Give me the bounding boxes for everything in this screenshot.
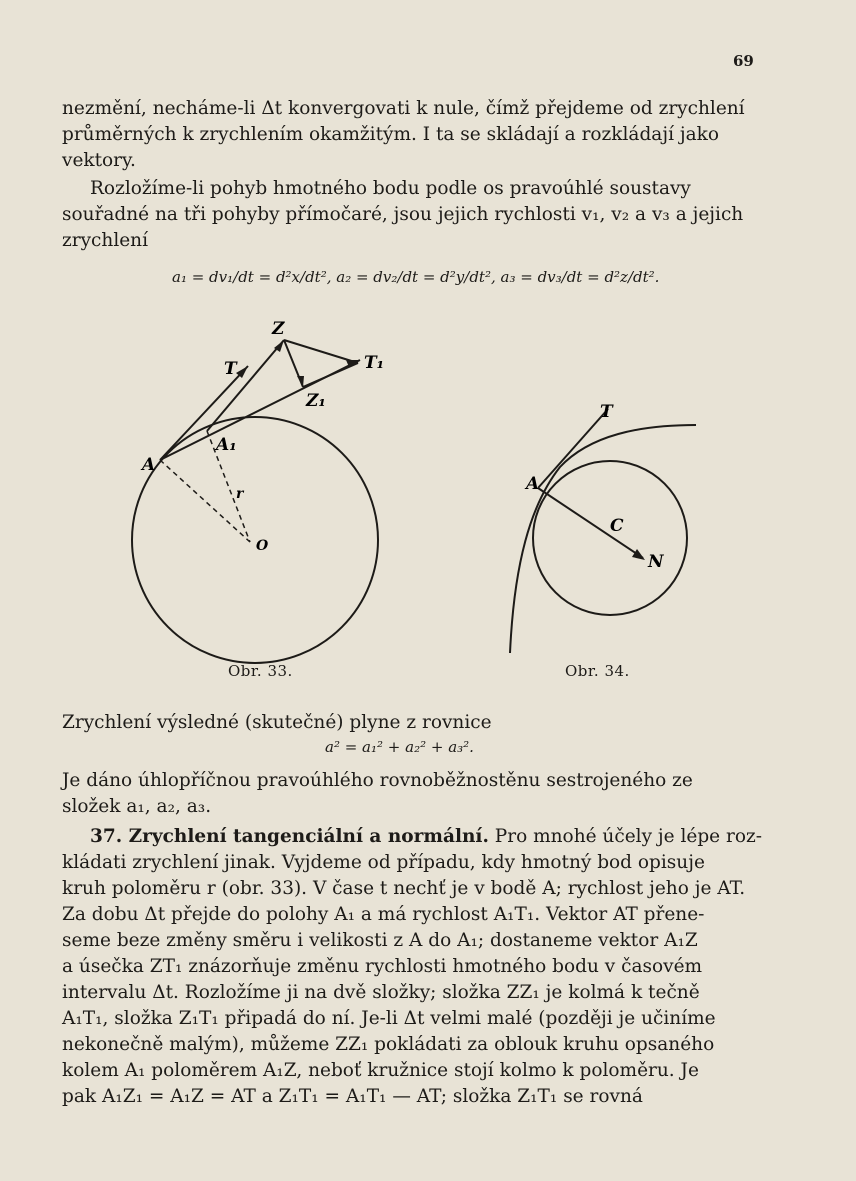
label-T: T	[600, 402, 613, 422]
circle-path	[132, 417, 378, 663]
figure-33-caption: Obr. 33.	[228, 662, 293, 680]
text-line: intervalu Δt. Rozložíme ji na dvě složky; složka ZZ₁ je kolmá k tečně	[62, 982, 700, 1003]
segment-ZT1	[284, 340, 358, 363]
label-O: O	[256, 538, 269, 554]
text-line: vektory.	[62, 150, 136, 171]
section-title: 37. Zrychlení tangenciální a normální.	[90, 826, 489, 847]
component-acceleration-formula: a₁ = dv₁/dt = d²x/dt², a₂ = dv₂/dt = d²y/dt², a₃ = dv₃/dt = d²z/dt².	[172, 268, 660, 286]
label-Z1: Z₁	[306, 391, 326, 411]
text-line: a úsečka ZT₁ znázorňuje změnu rychlosti hmotného bodu v časovém	[62, 956, 703, 977]
components-paragraph	[62, 176, 762, 254]
figure-33	[120, 310, 460, 680]
normal-AN	[538, 488, 643, 558]
label-Z: Z	[272, 319, 285, 339]
text-line: Zrychlení výsledné (skutečné) plyne z rovnice	[62, 712, 492, 733]
text-line: souřadné na tři pohyby přímočaré, jsou jejich rychlosti v₁, v₂ a v₃ a jejich	[62, 204, 744, 225]
segment-Z1T1	[303, 363, 358, 387]
text-line: pak A₁Z₁ = A₁Z = AT a Z₁T₁ = A₁T₁ — AT; složka Z₁T₁ se rovná	[62, 1086, 643, 1107]
text-line: kládati zrychlení jinak. Vyjdeme od případu, kdy hmotný bod opisuje	[62, 852, 705, 873]
osculating-circle	[533, 461, 687, 615]
arrowhead-N	[632, 549, 645, 560]
text-line: seme beze změny směru i velikosti z A do A₁; dostaneme vektor A₁Z	[62, 930, 698, 951]
text-line: kruh poloměru r (obr. 33). V čase t nechť je v bodě A; rychlost jeho je AT.	[62, 878, 746, 899]
diagonal-paragraph	[62, 768, 762, 820]
label-A: A	[526, 474, 540, 494]
tangent-AT	[538, 409, 608, 488]
arrowhead-Z1	[297, 376, 304, 387]
text-line: kolem A₁ poloměrem A₁Z, neboť kružnice stojí kolmo k poloměru. Je	[62, 1060, 699, 1081]
label-T1: T₁	[364, 353, 385, 373]
text-line: nekonečně malým), můžeme ZZ₁ pokládati za oblouk kruhu opsaného	[62, 1034, 715, 1055]
resultant-acceleration-formula: a² = a₁² + a₂² + a₃².	[325, 738, 474, 756]
text-line: A₁T₁, složka Z₁T₁ připadá do ní. Je-li Δt velmi malé (později je učiníme	[62, 1008, 716, 1029]
label-A: A	[142, 455, 156, 475]
label-T: T	[224, 359, 237, 379]
intro-paragraph	[62, 96, 762, 174]
figure-34	[490, 395, 710, 660]
label-C: C	[610, 516, 624, 536]
text-line: Za dobu Δt přejde do polohy A₁ a má rychlost A₁T₁. Vektor AT přene-	[62, 904, 705, 925]
text-line: nezmění, necháme-li Δt konvergovati k nule, čímž přejdeme od zrychlení	[62, 98, 745, 119]
resultant-paragraph	[62, 710, 762, 736]
text-line: Je dáno úhlopříčnou pravoúhlého rovnoběžnostěnu sestrojeného ze	[62, 770, 693, 791]
label-r: r	[236, 486, 244, 502]
text-line: Rozložíme-li pohyb hmotného bodu podle os pravoúhlé soustavy	[90, 178, 691, 199]
page-number: 69	[733, 52, 754, 70]
label-N: N	[648, 552, 664, 572]
text-line: průměrných k zrychlením okamžitým. I ta se skládají a rozkládají jako	[62, 124, 719, 145]
trajectory-curve	[510, 425, 696, 653]
text-line: složek a₁, a₂, a₃.	[62, 796, 212, 817]
figure-34-caption: Obr. 34.	[565, 662, 630, 680]
text-line	[62, 824, 762, 850]
section-first-line-text: Pro mnohé účely je lépe roz-	[488, 826, 762, 847]
label-A1: A₁	[216, 435, 237, 455]
text-line: zrychlení	[62, 230, 149, 251]
section-37-paragraph	[62, 824, 762, 1110]
